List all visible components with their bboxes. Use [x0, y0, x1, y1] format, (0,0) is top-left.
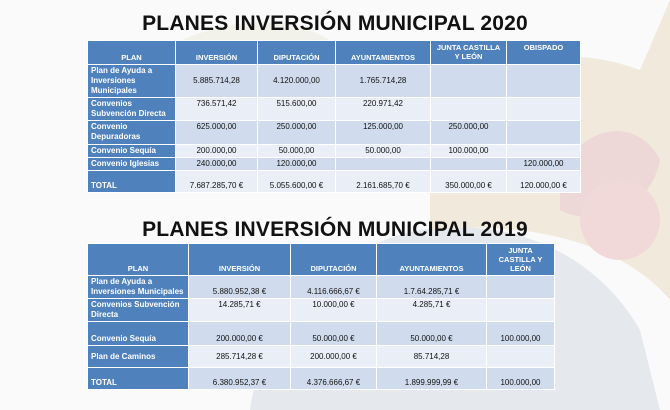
cell-value: 100.000,00	[487, 368, 555, 390]
cell-value: 350.000,00 €	[431, 171, 507, 193]
table-row	[88, 299, 555, 322]
row-label: TOTAL	[88, 171, 176, 193]
cell-value: 285.714,28 €	[189, 346, 291, 368]
cell-value: 85.714,28	[377, 346, 487, 368]
cell-value: 220.971,42	[336, 98, 431, 121]
cell-value: 200.000,00	[176, 145, 258, 158]
table-row	[88, 145, 581, 158]
cell-value: 14.285,71 €	[189, 299, 291, 322]
investment-table-2019	[87, 243, 555, 390]
row-label: Plan de Caminos	[88, 346, 189, 368]
table-row-total	[88, 368, 555, 390]
cell-value: 250.000,00	[431, 121, 507, 145]
cell-value: 4.285,71 €	[377, 299, 487, 322]
table-row	[88, 121, 581, 145]
cell-value	[487, 346, 555, 368]
row-label: Convenio Sequía	[88, 322, 189, 346]
table-row	[88, 322, 555, 346]
cell-value: 1.765.714,28	[336, 65, 431, 98]
cell-value: 120.000,00 €	[507, 171, 581, 193]
row-label: TOTAL	[88, 368, 189, 390]
cell-value	[507, 65, 581, 98]
cell-value: 4.120.000,00	[258, 65, 336, 98]
cell-value: 7.687.285,70 €	[176, 171, 258, 193]
table-row	[88, 65, 581, 98]
cell-value: 200.000,00 €	[189, 322, 291, 346]
column-header-diputacion: DIPUTACIÓN	[258, 41, 336, 65]
page-title-2020: PLANES INVERSIÓN MUNICIPAL 2020	[142, 12, 528, 35]
table-row	[88, 158, 581, 171]
cell-value	[507, 145, 581, 158]
column-header-diputacion: DIPUTACIÓN	[291, 244, 377, 276]
table-header-row	[88, 244, 555, 276]
cell-value: 1.7.64.285,71 €	[377, 276, 487, 299]
cell-value: 5.885.714,28	[176, 65, 258, 98]
cell-value	[431, 98, 507, 121]
row-label: Convenios Subvención Directa	[88, 299, 189, 322]
cell-value	[487, 299, 555, 322]
column-header-plan: PLAN	[88, 41, 176, 65]
column-header-ayuntamientos: AYUNTAMIENTOS	[377, 244, 487, 276]
page-title-2019: PLANES INVERSIÓN MUNICIPAL 2019	[142, 218, 528, 241]
cell-value: 50.000,00 €	[377, 322, 487, 346]
row-label: Plan de Ayuda a Inversiones Municipales	[88, 65, 176, 98]
cell-value: 250.000,00	[258, 121, 336, 145]
cell-value: 1.899.999,99 €	[377, 368, 487, 390]
column-header-ayuntamientos: AYUNTAMIENTOS	[336, 41, 431, 65]
row-label: Convenios Subvención Directa	[88, 98, 176, 121]
cell-value: 100.000,00	[487, 322, 555, 346]
cell-value: 50.000,00 €	[291, 322, 377, 346]
row-label: Convenio Iglesias	[88, 158, 176, 171]
cell-value: 200.000,00 €	[291, 346, 377, 368]
cell-value	[431, 158, 507, 171]
column-header-plan: PLAN	[88, 244, 189, 276]
cell-value: 2.161.685,70 €	[336, 171, 431, 193]
cell-value	[431, 65, 507, 98]
column-header-inversion: INVERSIÓN	[189, 244, 291, 276]
table-row	[88, 276, 555, 299]
cell-value: 5.880.952,38 €	[189, 276, 291, 299]
column-header-junta: JUNTA CASTILLA Y LEÓN	[487, 244, 555, 276]
cell-value: 50.000,00	[258, 145, 336, 158]
row-label: Convenio Depuradoras	[88, 121, 176, 145]
cell-value: 120.000,00	[258, 158, 336, 171]
table-row	[88, 346, 555, 368]
cell-value: 125.000,00	[336, 121, 431, 145]
column-header-inversion: INVERSIÓN	[176, 41, 258, 65]
cell-value	[487, 276, 555, 299]
table-row	[88, 98, 581, 121]
table-header-row	[88, 41, 581, 65]
cell-value: 4.116.666,67 €	[291, 276, 377, 299]
cell-value: 5.055.600,00 €	[258, 171, 336, 193]
column-header-obispado: OBISPADO	[507, 41, 581, 65]
cell-value: 10.000,00 €	[291, 299, 377, 322]
cell-value: 736.571,42	[176, 98, 258, 121]
row-label: Convenio Sequía	[88, 145, 176, 158]
cell-value	[507, 121, 581, 145]
cell-value: 120.000,00	[507, 158, 581, 171]
cell-value: 625.000,00	[176, 121, 258, 145]
cell-value	[507, 98, 581, 121]
cell-value: 240.000,00	[176, 158, 258, 171]
cell-value: 100.000,00	[431, 145, 507, 158]
cell-value	[336, 158, 431, 171]
cell-value: 50.000,00	[336, 145, 431, 158]
row-label: Plan de Ayuda a Inversiones Municipales	[88, 276, 189, 299]
investment-table-2020	[87, 40, 581, 193]
column-header-junta: JUNTA CASTILLA Y LEÓN	[431, 41, 507, 65]
cell-value: 515.600,00	[258, 98, 336, 121]
cell-value: 4.376.666,67 €	[291, 368, 377, 390]
cell-value: 6.380.952,37 €	[189, 368, 291, 390]
table-row-total	[88, 171, 581, 193]
